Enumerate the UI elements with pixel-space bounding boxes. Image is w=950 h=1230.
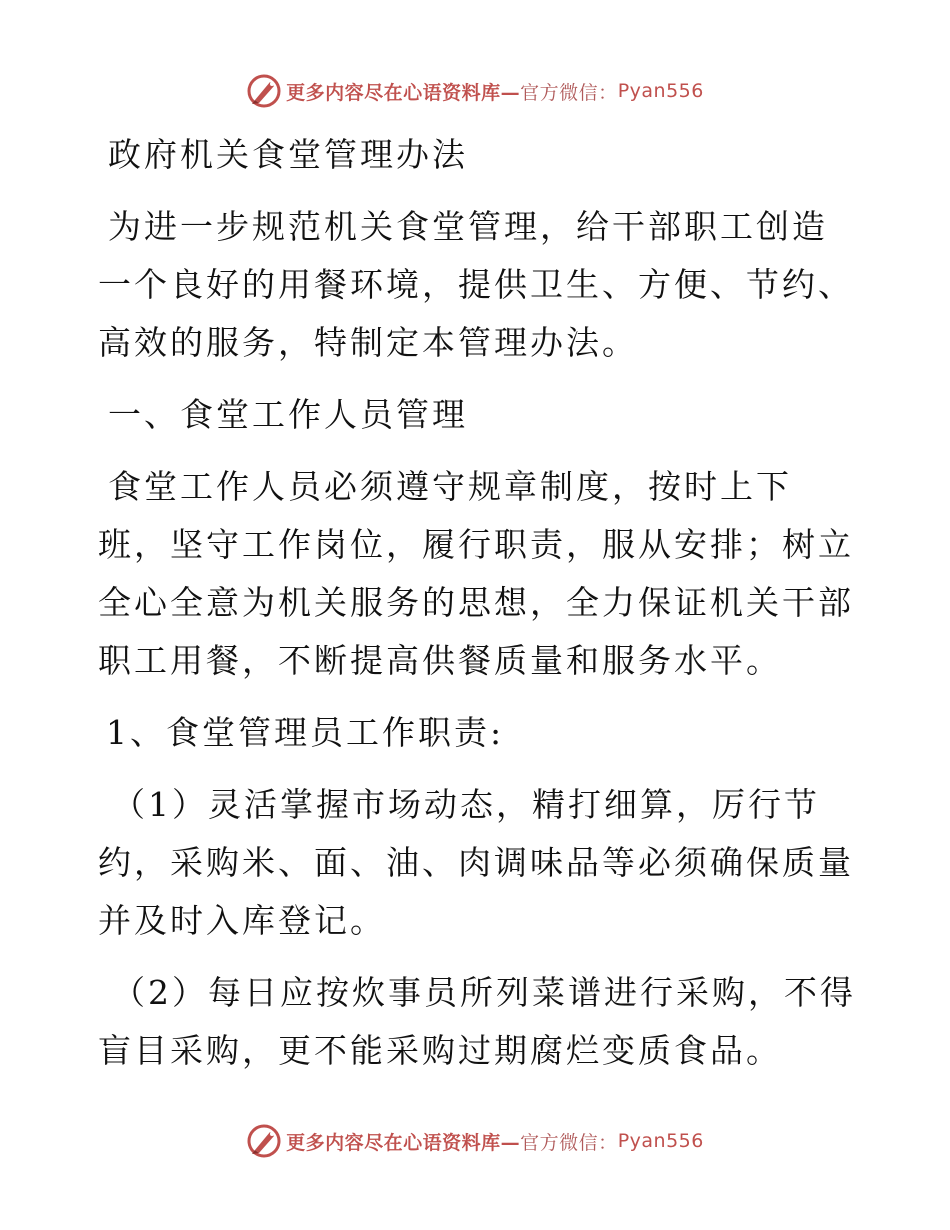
pen-logo-icon bbox=[246, 73, 282, 109]
duty-item: （2）每日应按炊事员所列菜谱进行采购，不得盲目采购，更不能采购过期腐烂变质食品。 bbox=[98, 973, 856, 1070]
watermark-header bbox=[0, 71, 950, 111]
watermark-wechat-label: 官方微信： bbox=[520, 1131, 618, 1154]
watermark-text: 更多内容尽在心语资料库— bbox=[286, 1131, 521, 1154]
section-one-heading: 一、食堂工作人员管理 bbox=[108, 395, 468, 434]
watermark-footer bbox=[0, 1121, 950, 1161]
document-body bbox=[98, 126, 858, 1094]
duty-item: （1）灵活掌握市场动态，精打细算，厉行节约，采购米、面、油、肉调味品等必须确保质量并及时入库登记。 bbox=[98, 785, 854, 940]
watermark-wechat-id: Pyan556 bbox=[617, 1130, 704, 1152]
section-one-paragraph: 食堂工作人员必须遵守规章制度，按时上下班，坚守工作岗位，履行职责，服从安排；树立全心全意为机关服务的思想，全力保证机关干部职工用餐，不断提高供餐质量和服务水平。 bbox=[98, 467, 854, 680]
duties-heading: 1、食堂管理员工作职责: bbox=[106, 713, 505, 752]
watermark-text: 更多内容尽在心语资料库— bbox=[286, 81, 521, 104]
watermark-wechat-id: Pyan556 bbox=[617, 80, 704, 102]
intro-paragraph: 为进一步规范机关食堂管理，给干部职工创造一个良好的用餐环境，提供卫生、方便、节约、高效的服务，特制定本管理办法。 bbox=[98, 207, 854, 362]
pen-logo-icon bbox=[246, 1123, 282, 1159]
watermark-wechat-label: 官方微信： bbox=[520, 81, 618, 104]
document-title: 政府机关食堂管理办法 bbox=[108, 135, 468, 174]
